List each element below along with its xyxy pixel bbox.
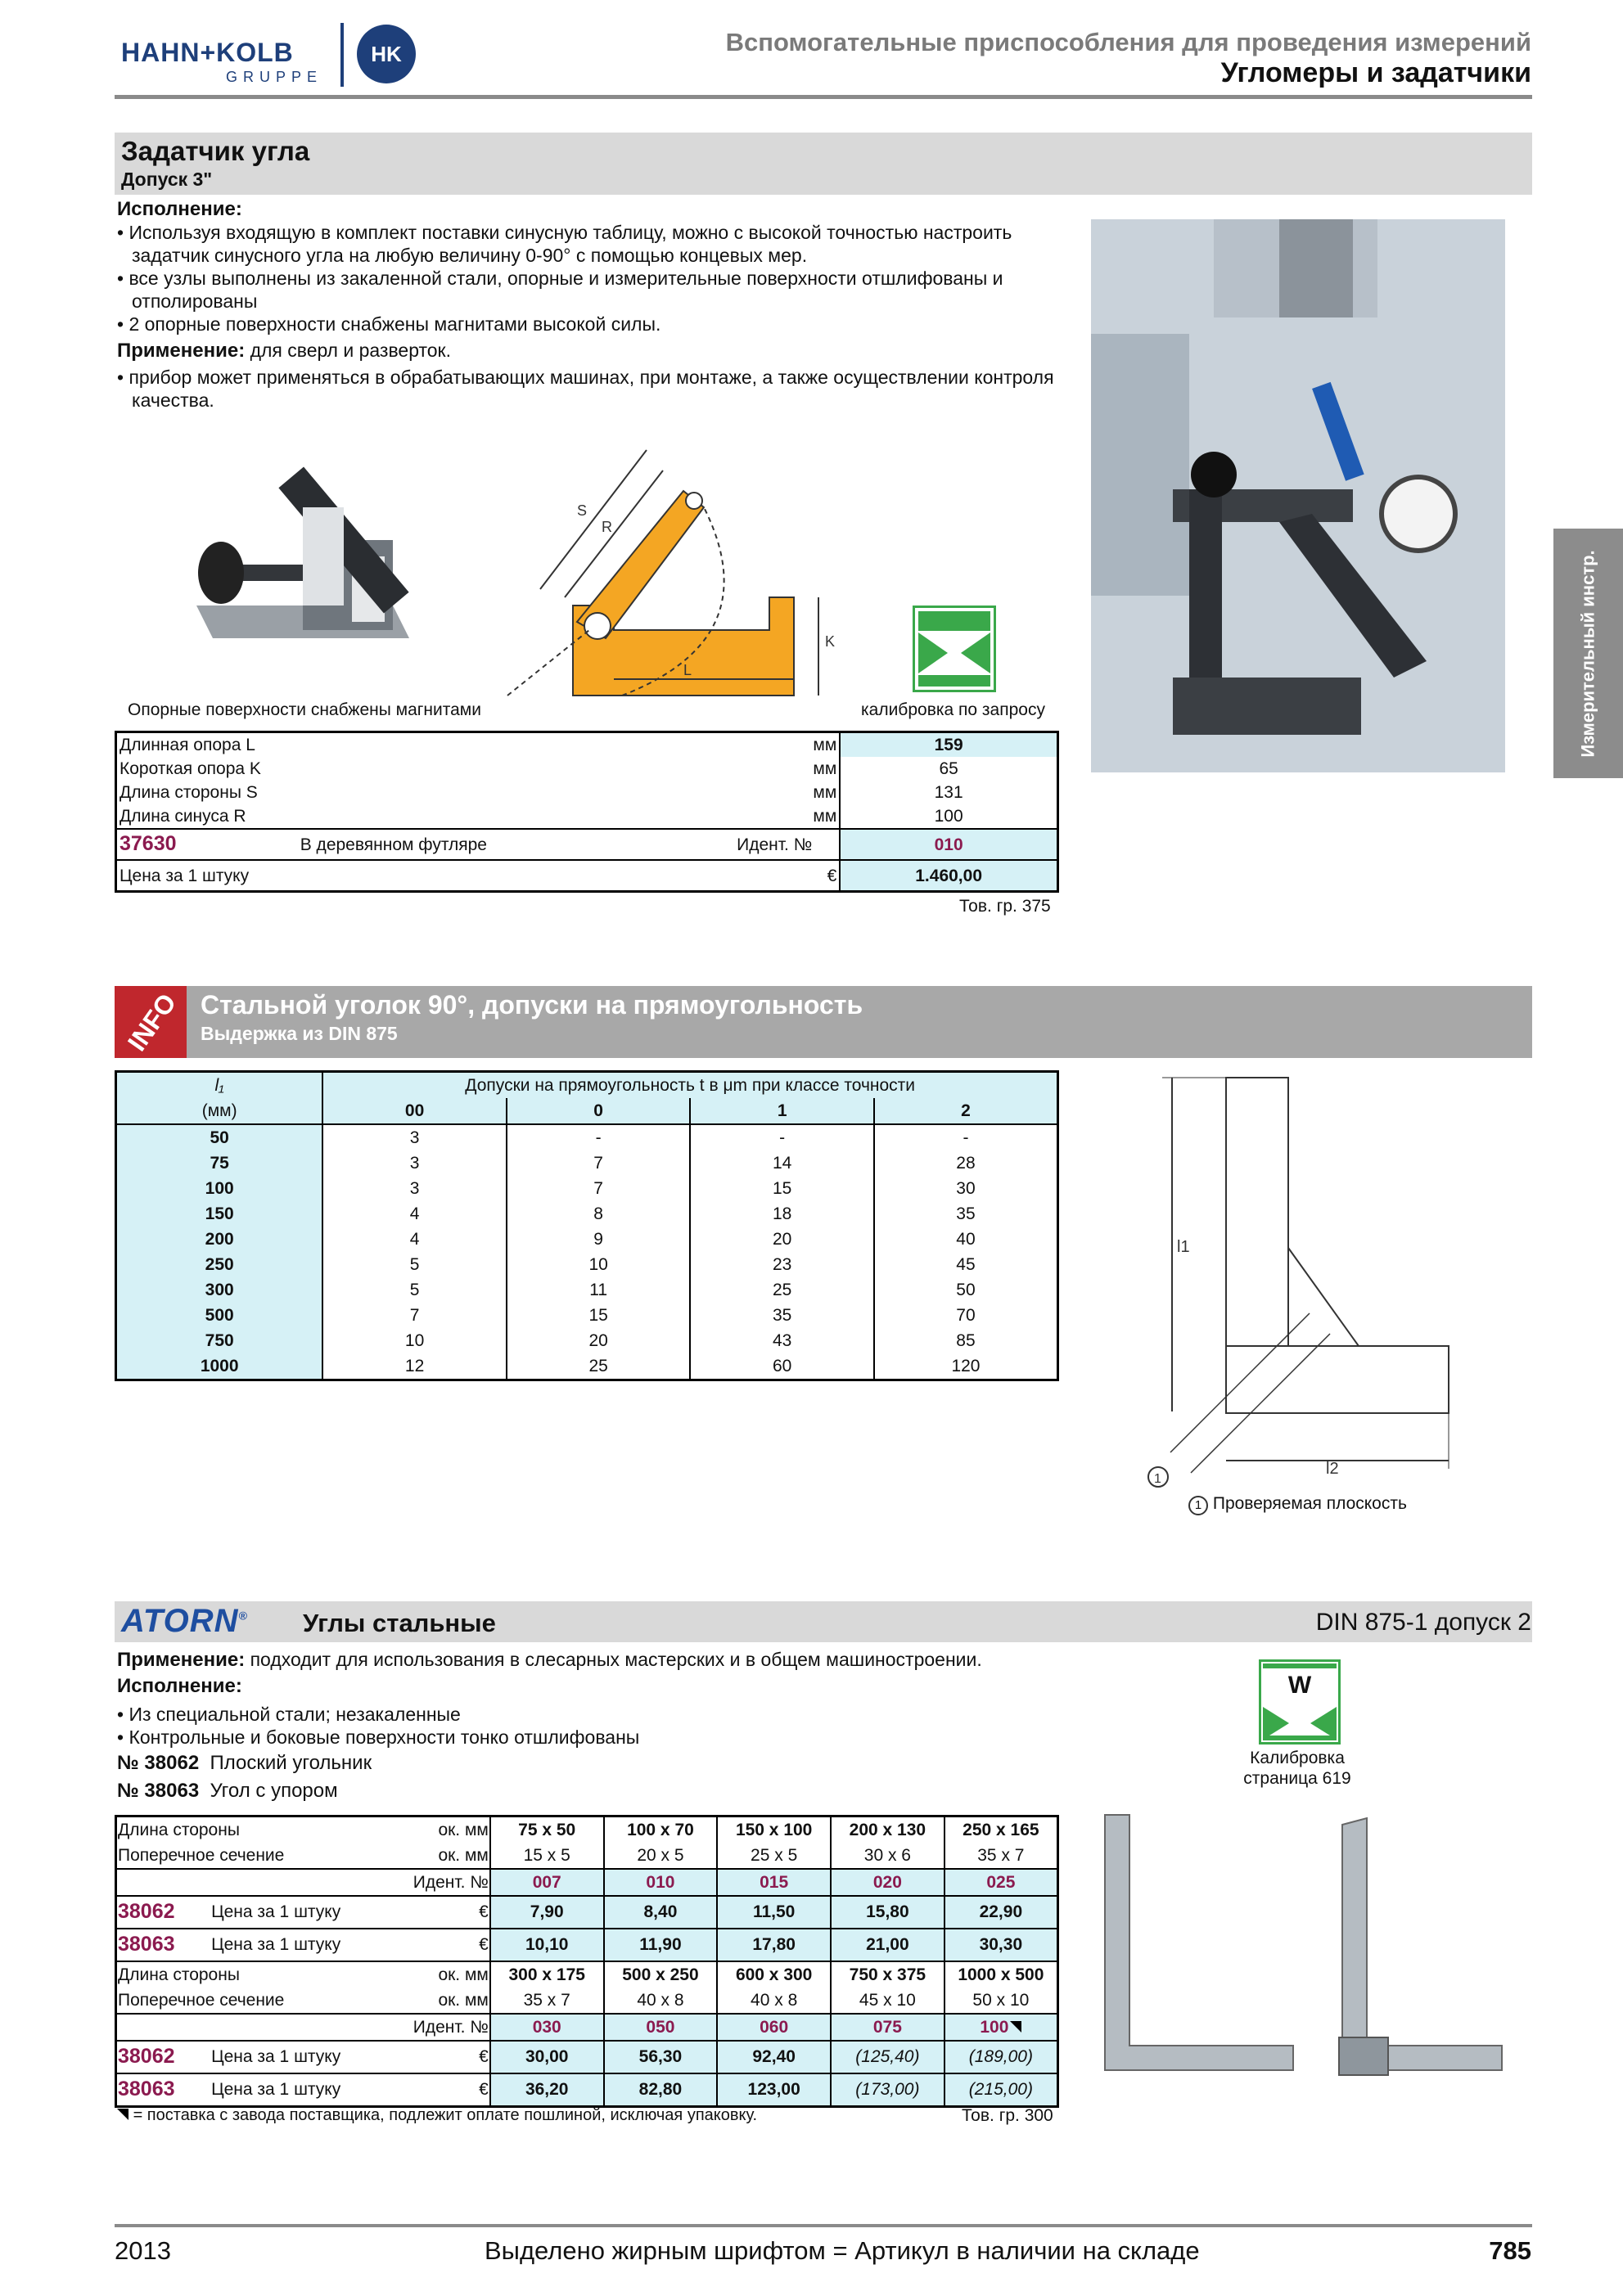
atorn-logo-text: ATORN bbox=[121, 1603, 239, 1639]
article-38062[interactable]: 38062 bbox=[118, 1900, 175, 1923]
section2-title: Стальной уголок 90°, допуски на прямоугольность bbox=[201, 990, 863, 1020]
table-row: 100 3 7 15 30 bbox=[116, 1176, 1058, 1201]
article-row: 37630 В деревянном футляре Идент. № 010 bbox=[116, 829, 1058, 860]
section1-subtitle: Допуск 3" bbox=[121, 169, 213, 190]
table-row: Длина стороны S мм 131 bbox=[116, 781, 1058, 804]
footer-note: Выделено жирным шрифтом = Артикул в наличии на складе bbox=[485, 2236, 1200, 2265]
item-line: № 38062 Плоский угольник bbox=[117, 1752, 372, 1774]
diagram-caption: 1 Проверяемая плоскость bbox=[1188, 1494, 1407, 1515]
factory-delivery-icon bbox=[117, 2109, 128, 2120]
square-diagram bbox=[1146, 1068, 1473, 1493]
ident-row: Идент. № 030 050 060 075 100 bbox=[116, 2014, 1058, 2041]
table-row: Короткая опора K мм 65 bbox=[116, 757, 1058, 781]
table-row: 1000 12 25 60 120 bbox=[116, 1353, 1058, 1380]
calibration-letter: W bbox=[1287, 1672, 1312, 1699]
page-category: Вспомогательные приспособления для проведения измерений bbox=[725, 28, 1531, 56]
article-number[interactable]: 37630 bbox=[119, 832, 177, 855]
article-38063[interactable]: 38063 bbox=[118, 1933, 175, 1956]
page-title: Угломеры и задатчики bbox=[1220, 57, 1531, 88]
price-row: Цена за 1 штуку € 1.460,00 bbox=[116, 860, 1058, 892]
section1-description bbox=[117, 198, 1058, 412]
bullet-item: • Используя входящую в комплект поставки синусную таблицу, можно с высокой точностью настроить задатчик синусного угла на любую величину 0-90° с помощью концевых мер. bbox=[117, 222, 1012, 266]
brand-name: HAHN+KOLB bbox=[121, 38, 294, 67]
table-header-row: (мм) 00 0 1 2 bbox=[116, 1098, 1058, 1124]
article-38062[interactable]: 38062 bbox=[118, 2045, 175, 2068]
bullet-item: • Из специальной стали; незакаленные bbox=[117, 1704, 461, 1725]
steel-squares-photo bbox=[1097, 1808, 1506, 2103]
dim-l1-label: l1 bbox=[1177, 1238, 1190, 1256]
logo-divider bbox=[340, 23, 344, 87]
goods-group-300: Тов. гр. 300 bbox=[962, 2106, 1053, 2125]
exec-label: Исполнение: bbox=[117, 198, 242, 220]
table-row: 750 10 20 43 85 bbox=[116, 1328, 1058, 1353]
section3-title: Углы стальные bbox=[303, 1609, 496, 1637]
table-row: 300 5 11 25 50 bbox=[116, 1277, 1058, 1303]
table-row: 50 3 - - - bbox=[116, 1124, 1058, 1150]
application-line: Применение: для сверл и разверток. bbox=[117, 340, 452, 362]
table-row: 250 5 10 23 45 bbox=[116, 1252, 1058, 1277]
price-row: 38062 Цена за 1 штуку € 30,00 56,30 92,40 (125,40) (189,00) bbox=[116, 2041, 1058, 2073]
diagram-marker-1: 1 bbox=[1154, 1472, 1161, 1486]
calibration-note: Калибровка страница 619 bbox=[1220, 1748, 1375, 1789]
dim-l-label: L bbox=[683, 662, 692, 678]
angle-setter-photo bbox=[164, 442, 426, 687]
bullet-item: • прибор может применяться в обрабатывающих машинах, при монтаже, а также осуществлении контроля качества. bbox=[117, 367, 1054, 411]
section2-subtitle: Выдержка из DIN 875 bbox=[201, 1023, 398, 1044]
caption-marker-icon: 1 bbox=[1188, 1496, 1208, 1515]
table-row: 200 4 9 20 40 bbox=[116, 1227, 1058, 1252]
price-row: 38062 Цена за 1 штуку € 7,90 8,40 11,50 15,80 22,90 bbox=[116, 1896, 1058, 1929]
bullet-item: • 2 опорные поверхности снабжены магнитами высокой силы. bbox=[117, 313, 661, 335]
section3-description bbox=[117, 1648, 1058, 1803]
steel-squares-table bbox=[115, 1815, 1059, 2108]
goods-group-375: Тов. гр. 375 bbox=[959, 897, 1051, 916]
table-row: 75 3 7 14 28 bbox=[116, 1150, 1058, 1176]
info-badge-text: INFO bbox=[121, 988, 183, 1056]
hk-logo-letters: HK bbox=[371, 42, 402, 66]
caption-calibration: калибровка по запросу bbox=[861, 700, 1045, 719]
brand-logo bbox=[121, 18, 416, 92]
article-38063[interactable]: 38063 bbox=[118, 2078, 175, 2100]
table-row: 500 7 15 35 70 bbox=[116, 1303, 1058, 1328]
exec-label: Исполнение: bbox=[117, 1675, 242, 1697]
table-row: 150 4 8 18 35 bbox=[116, 1201, 1058, 1227]
ident-row: Идент. № 007 010 015 020 025 bbox=[116, 1869, 1058, 1896]
table-row: Поперечное сечение ок. мм 15 x 5 20 x 5 25 x 5 30 x 6 35 x 7 bbox=[116, 1843, 1058, 1869]
angle-setter-spec-table bbox=[115, 731, 1059, 893]
footnote: = поставка с завода поставщика, подлежит оплате пошлиной, исключая упаковку. bbox=[117, 2106, 757, 2125]
calibration-icon bbox=[913, 606, 996, 692]
footer-year: 2013 bbox=[115, 2236, 171, 2265]
table-header-row: l₁ Допуски на прямоугольность t в μm при классе точности bbox=[116, 1072, 1058, 1099]
table-row: Длина синуса R мм 100 bbox=[116, 804, 1058, 829]
calibration-page-link[interactable]: страница 619 bbox=[1243, 1769, 1351, 1788]
section1-title: Задатчик угла bbox=[121, 136, 310, 166]
section3-norm: DIN 875-1 допуск 2 bbox=[1315, 1609, 1531, 1636]
bullet-item: • все узлы выполнены из закаленной стали, опорные и измерительные поверхности отшлифованы и отполированы bbox=[117, 268, 1003, 312]
info-badge-icon bbox=[115, 986, 187, 1058]
item-line: № 38063 Угол с упором bbox=[117, 1780, 338, 1802]
table-row: Поперечное сечение ок. мм 35 x 7 40 x 8 40 x 8 45 x 10 50 x 10 bbox=[116, 1988, 1058, 2014]
side-tab-label: Измерительный инстр. bbox=[1577, 550, 1598, 758]
angle-setter-drawing bbox=[499, 434, 843, 704]
table-row: Длинная опора L мм 159 bbox=[116, 732, 1058, 758]
dim-k-label: K bbox=[825, 633, 836, 650]
tolerance-table bbox=[115, 1070, 1059, 1381]
atorn-logo: ATORN® bbox=[121, 1603, 248, 1639]
factory-delivery-icon bbox=[1010, 2021, 1021, 2033]
price-row: 38063 Цена за 1 штуку € 10,10 11,90 17,80 21,00 30,30 bbox=[116, 1929, 1058, 1961]
side-tab[interactable] bbox=[1553, 529, 1623, 778]
section-header-angle-setter bbox=[115, 133, 1532, 195]
dim-s-label: S bbox=[577, 502, 588, 519]
calibration-w-icon bbox=[1259, 1659, 1341, 1745]
hk-logo-icon bbox=[357, 25, 416, 83]
application-photo bbox=[1091, 219, 1505, 772]
bullet-item: • Контрольные и боковые поверхности тонко отшлифованы bbox=[117, 1727, 640, 1748]
header-rule bbox=[115, 95, 1532, 99]
table-row: Длина стороны ок. мм 300 x 175 500 x 250 600 x 300 750 x 375 1000 x 500 bbox=[116, 1961, 1058, 1988]
table-row: Длина стороны ок. мм 75 x 50 100 x 70 150 x 100 200 x 130 250 x 165 bbox=[116, 1817, 1058, 1844]
footer-rule bbox=[115, 2224, 1532, 2227]
dim-r-label: R bbox=[602, 519, 612, 535]
price-row: 38063 Цена за 1 штуку € 36,20 82,80 123,00 (173,00) (215,00) bbox=[116, 2073, 1058, 2107]
brand-group: GRUPPE bbox=[226, 69, 323, 85]
page-number: 785 bbox=[1489, 2236, 1531, 2265]
caption-magnets: Опорные поверхности снабжены магнитами bbox=[128, 700, 481, 719]
dim-l2-label: l2 bbox=[1326, 1460, 1339, 1478]
application-line: Применение: подходит для использования в слесарных мастерских и в общем машиностроении. bbox=[117, 1649, 982, 1671]
